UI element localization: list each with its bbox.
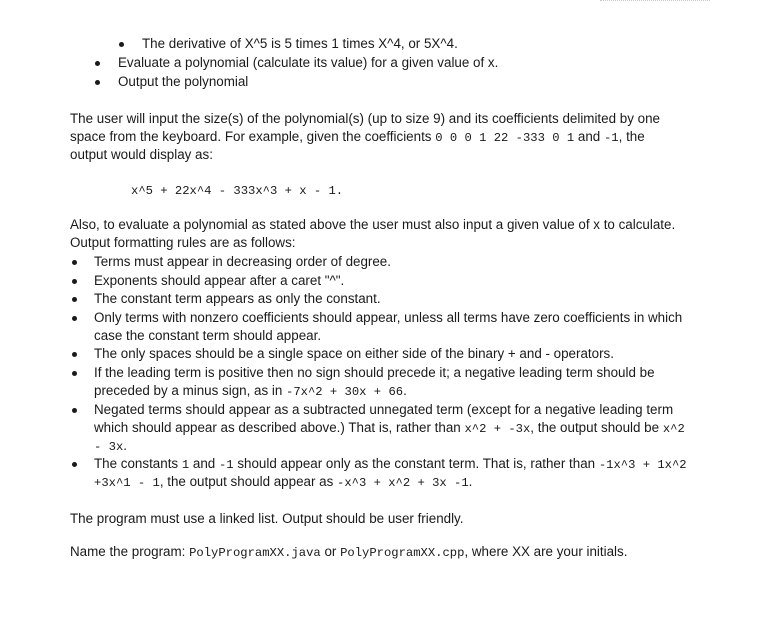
bullet-dot: [95, 80, 100, 85]
example-unwanted-negation: x^2 + -3x: [464, 422, 531, 436]
bullet-dot: [72, 297, 77, 302]
bullet-dot: [72, 462, 77, 467]
bullet-dot: [72, 352, 77, 357]
intro-line-2: [70, 128, 645, 148]
cpp-filename: PolyProgramXX.cpp: [340, 546, 465, 560]
rule-constants-line-1: [94, 455, 687, 475]
intro-text: and: [574, 129, 604, 144]
example-correct-negation: x^2: [662, 422, 685, 436]
intro-text: , the: [618, 129, 645, 144]
bullet-dot: [72, 260, 77, 265]
example-negative-leading: -7x^2 + 30x + 66: [286, 385, 404, 399]
rule-caret: Exponents should appear after a caret "^".: [94, 273, 345, 288]
rule-text: .: [123, 438, 127, 453]
rule-negated-line-3: [94, 437, 127, 457]
bullet-dot: [72, 279, 77, 284]
rule-text: , the output should be: [530, 420, 663, 435]
example-unwanted-constants: -1x^3 + 1x^2: [598, 458, 687, 472]
rule-decreasing-order: Terms must appear in decreasing order of degree.: [94, 254, 391, 269]
derivative-bullet-text: The derivative of X^5 is 5 times 1 times X^4, or 5X^4.: [142, 36, 458, 51]
output-bullet-text: Output the polynomial: [118, 74, 249, 89]
intro-text: space from the keyboard. For example, given the coefficients: [70, 129, 436, 144]
program-name-or: or: [320, 544, 341, 559]
rule-text: The constants: [94, 456, 182, 471]
rule-text: .: [403, 383, 407, 398]
program-name-label: Name the program:: [70, 544, 190, 559]
example-output: x^5 + 22x^4 - 333x^3 + x - 1.: [131, 184, 344, 198]
rule-spaces: The only spaces should be a single space on either side of the binary + and - operators.: [94, 346, 614, 361]
example-coefficients: 0 0 0 1 22 -333 0 1: [435, 131, 575, 145]
intro-line-3: output would display as:: [70, 147, 213, 162]
bullet-dot: [72, 371, 77, 376]
constant-one: 1: [181, 458, 190, 472]
example-coefficient-last: -1: [603, 131, 619, 145]
rule-leading-sign-line-1: If the leading term is positive then no sign should precede it; a negative leading term should be: [94, 365, 655, 380]
rule-negated-line-2: [94, 419, 685, 439]
evaluate-bullet-text: Evaluate a polynomial (calculate its value) for a given value of x.: [118, 55, 499, 70]
bullet-dot: [72, 408, 77, 413]
program-name-line: [70, 543, 627, 563]
rule-nonzero-line-1: Only terms with nonzero coefficients should appear, unless all terms have zero coefficients in which: [94, 310, 683, 325]
rule-leading-sign-line-2: [94, 382, 407, 402]
rule-text: should appear only as the constant term. That is, rather than: [233, 456, 599, 471]
bullet-dot: [119, 42, 124, 47]
bullet-dot: [95, 61, 100, 66]
example-correct-negation-end: - 3x: [94, 440, 124, 454]
program-name-suffix: , where XX are your initials.: [464, 544, 628, 559]
rule-constant-term: The constant term appears as only the constant.: [94, 291, 381, 306]
constant-minus-one: -1: [218, 458, 234, 472]
bullet-dot: [72, 316, 77, 321]
rule-text: , the output should appear as: [159, 474, 338, 489]
rule-negated-line-1: Negated terms should appear as a subtracted unnegated term (except for a negative leading term: [94, 402, 674, 417]
example-unwanted-constants-end: +3x^1 - 1: [94, 476, 160, 490]
intro-line-1: The user will input the size(s) of the polynomial(s) (up to size 9) and its coefficients delimited by one: [70, 111, 660, 126]
rule-text: and: [189, 456, 219, 471]
formatting-rules-heading: Output formatting rules are as follows:: [70, 235, 296, 250]
java-filename: PolyProgramXX.java: [189, 546, 321, 560]
linked-list-requirement: The program must use a linked list. Output should be user friendly.: [70, 511, 464, 526]
rule-text: .: [468, 474, 473, 489]
top-divider: [600, 0, 710, 1]
evaluate-paragraph-line-1: Also, to evaluate a polynomial as stated above the user must also input a given value of x to calculate.: [70, 217, 676, 232]
example-correct-constants: -x^3 + x^2 + 3x -1: [337, 476, 469, 490]
rule-constants-line-2: [94, 473, 472, 493]
rule-text: preceded by a minus sign, as in: [94, 383, 287, 398]
rule-text: which should appear as described above.) That is, rather than: [94, 420, 465, 435]
rule-nonzero-line-2: case the constant term should appear.: [94, 328, 322, 343]
